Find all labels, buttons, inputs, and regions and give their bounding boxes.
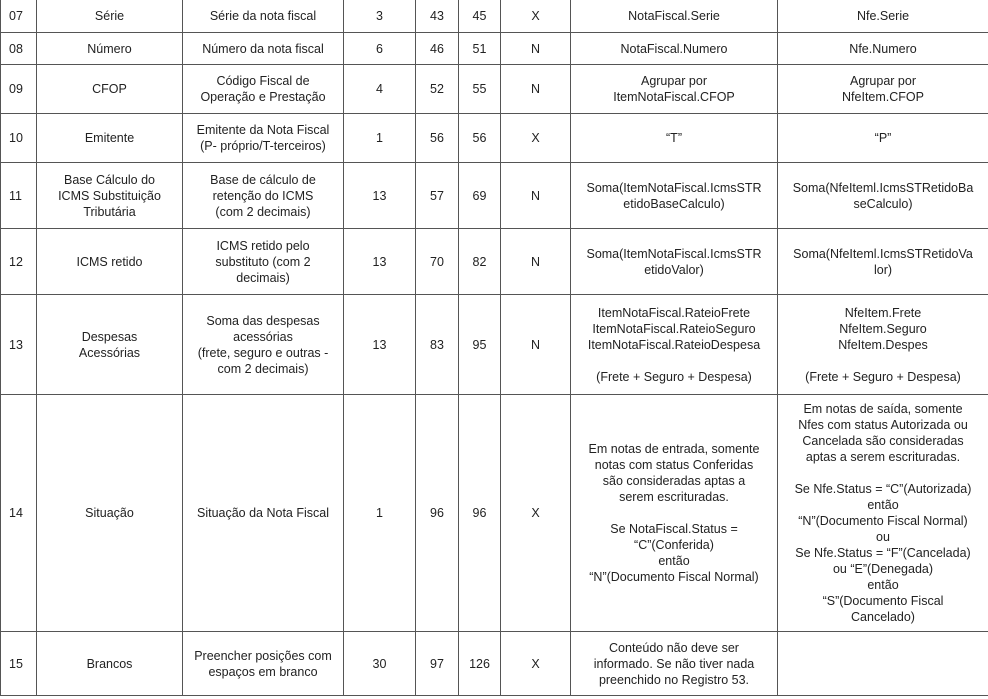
end-position: 56 bbox=[459, 114, 501, 163]
field-format: N bbox=[501, 295, 571, 395]
field-description: Situação da Nota Fiscal bbox=[183, 395, 344, 632]
field-description: Base de cálculo de retenção do ICMS (com 2 decimais) bbox=[183, 163, 344, 229]
end-position: 96 bbox=[459, 395, 501, 632]
nota-fiscal-source: NotaFiscal.Serie bbox=[571, 0, 778, 33]
field-name: Despesas Acessórias bbox=[37, 295, 183, 395]
field-name: Emitente bbox=[37, 114, 183, 163]
table-row bbox=[1, 114, 988, 163]
field-description: Número da nota fiscal bbox=[183, 33, 344, 65]
field-description: Preencher posições com espaços em branco bbox=[183, 632, 344, 696]
field-format: X bbox=[501, 395, 571, 632]
row-number: 10 bbox=[1, 114, 37, 163]
row-number: 08 bbox=[1, 33, 37, 65]
nfe-source bbox=[778, 632, 988, 696]
end-position: 95 bbox=[459, 295, 501, 395]
start-position: 46 bbox=[416, 33, 459, 65]
nfe-source: Soma(NfeIteml.IcmsSTRetidoBa seCalculo) bbox=[778, 163, 988, 229]
field-format: N bbox=[501, 33, 571, 65]
nfe-source: “P” bbox=[778, 114, 988, 163]
field-size: 1 bbox=[344, 395, 416, 632]
table-row bbox=[1, 33, 988, 65]
field-name: ICMS retido bbox=[37, 229, 183, 295]
nfe-source: Agrupar por NfeItem.CFOP bbox=[778, 65, 988, 114]
field-description: Série da nota fiscal bbox=[183, 0, 344, 33]
row-number: 14 bbox=[1, 395, 37, 632]
field-name: CFOP bbox=[37, 65, 183, 114]
nota-fiscal-source: ItemNotaFiscal.RateioFrete ItemNotaFiscal.RateioSeguro ItemNotaFiscal.RateioDespesa (Frete + Seguro + Despesa) bbox=[571, 295, 778, 395]
field-size: 13 bbox=[344, 163, 416, 229]
nfe-source: Soma(NfeIteml.IcmsSTRetidoVa lor) bbox=[778, 229, 988, 295]
field-size: 30 bbox=[344, 632, 416, 696]
field-format: X bbox=[501, 114, 571, 163]
field-size: 6 bbox=[344, 33, 416, 65]
field-description: Emitente da Nota Fiscal (P- próprio/T-terceiros) bbox=[183, 114, 344, 163]
field-description: Soma das despesas acessórias (frete, seguro e outras - com 2 decimais) bbox=[183, 295, 344, 395]
field-description: Código Fiscal de Operação e Prestação bbox=[183, 65, 344, 114]
nota-fiscal-source: Soma(ItemNotaFiscal.IcmsSTR etidoValor) bbox=[571, 229, 778, 295]
end-position: 82 bbox=[459, 229, 501, 295]
field-size: 3 bbox=[344, 0, 416, 33]
field-description: ICMS retido pelo substituto (com 2 decimais) bbox=[183, 229, 344, 295]
field-format: X bbox=[501, 632, 571, 696]
table-row bbox=[1, 632, 988, 696]
nota-fiscal-source: “T” bbox=[571, 114, 778, 163]
start-position: 57 bbox=[416, 163, 459, 229]
start-position: 43 bbox=[416, 0, 459, 33]
nfe-source: Em notas de saída, somente Nfes com status Autorizada ou Cancelada são consideradas aptas a serem escrituradas. Se Nfe.Status = “C”(Autorizada) então “N”(Documento Fiscal Normal) ou Se Nfe.Status = “F”(Cancelada) ou “E”(Denegada) então “S”(Documento Fiscal Cancelado) bbox=[778, 395, 988, 632]
field-name: Série bbox=[37, 0, 183, 33]
field-format: N bbox=[501, 163, 571, 229]
start-position: 96 bbox=[416, 395, 459, 632]
field-format: X bbox=[501, 0, 571, 33]
field-name: Número bbox=[37, 33, 183, 65]
start-position: 52 bbox=[416, 65, 459, 114]
field-size: 4 bbox=[344, 65, 416, 114]
field-format: N bbox=[501, 65, 571, 114]
start-position: 83 bbox=[416, 295, 459, 395]
nfe-source: NfeItem.Frete NfeItem.Seguro NfeItem.Despes (Frete + Seguro + Despesa) bbox=[778, 295, 988, 395]
row-number: 15 bbox=[1, 632, 37, 696]
table-row bbox=[1, 0, 988, 33]
nota-fiscal-source: Soma(ItemNotaFiscal.IcmsSTR etidoBaseCalculo) bbox=[571, 163, 778, 229]
row-number: 11 bbox=[1, 163, 37, 229]
nfe-source: Nfe.Numero bbox=[778, 33, 988, 65]
table-row bbox=[1, 65, 988, 114]
nota-fiscal-source: Conteúdo não deve ser informado. Se não tiver nada preenchido no Registro 53. bbox=[571, 632, 778, 696]
table-row bbox=[1, 295, 988, 395]
end-position: 45 bbox=[459, 0, 501, 33]
row-number: 07 bbox=[1, 0, 37, 33]
table-row bbox=[1, 229, 988, 295]
table-row bbox=[1, 163, 988, 229]
start-position: 70 bbox=[416, 229, 459, 295]
start-position: 56 bbox=[416, 114, 459, 163]
field-size: 1 bbox=[344, 114, 416, 163]
end-position: 55 bbox=[459, 65, 501, 114]
nota-fiscal-source: NotaFiscal.Numero bbox=[571, 33, 778, 65]
nfe-source: Nfe.Serie bbox=[778, 0, 988, 33]
nota-fiscal-source: Em notas de entrada, somente notas com status Conferidas são consideradas aptas a serem escrituradas. Se NotaFiscal.Status = “C”(Conferida) então “N”(Documento Fiscal Normal) bbox=[571, 395, 778, 632]
table-row bbox=[1, 395, 988, 632]
field-size: 13 bbox=[344, 295, 416, 395]
row-number: 09 bbox=[1, 65, 37, 114]
nota-fiscal-source: Agrupar por ItemNotaFiscal.CFOP bbox=[571, 65, 778, 114]
row-number: 12 bbox=[1, 229, 37, 295]
row-number: 13 bbox=[1, 295, 37, 395]
field-format: N bbox=[501, 229, 571, 295]
field-size: 13 bbox=[344, 229, 416, 295]
field-name: Situação bbox=[37, 395, 183, 632]
field-name: Base Cálculo do ICMS Substituição Tributária bbox=[37, 163, 183, 229]
end-position: 69 bbox=[459, 163, 501, 229]
end-position: 126 bbox=[459, 632, 501, 696]
start-position: 97 bbox=[416, 632, 459, 696]
field-name: Brancos bbox=[37, 632, 183, 696]
end-position: 51 bbox=[459, 33, 501, 65]
